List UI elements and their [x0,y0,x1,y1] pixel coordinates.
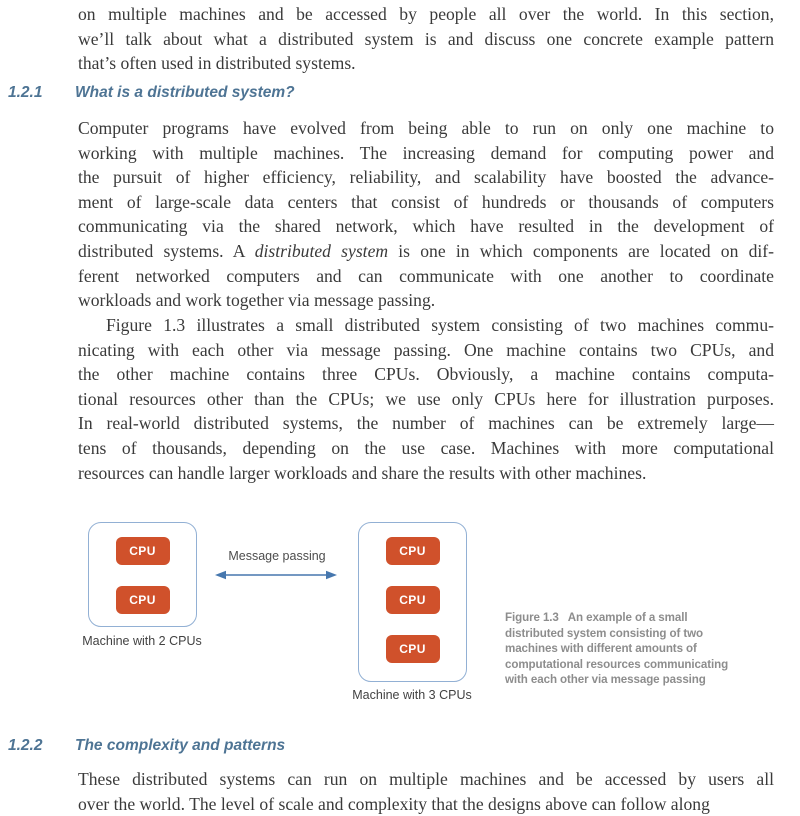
text-line: communicating via the shared network, which have resulted in the development of [78,216,774,237]
section-heading-121 [8,84,295,102]
text-line: Figure 1.3 illustrates a small distributed system consisting of two machines commu- [106,315,774,335]
text-line: distributed systems. A distributed system is one in which components are located on dif- [78,240,774,261]
section-title: The complexity and patterns [75,737,286,754]
text-line: the pursuit of higher efficiency, reliability, and scalability have boosted the advance- [78,167,774,188]
text-line: ment of large-scale data centers that consist of hundreds or thousands of computers [78,191,774,212]
text-line: tens of thousands, depending on the use case. Machines with more computational [78,437,774,458]
text-line: over the world. The level of scale and complexity that the designs above can follow along [78,793,710,814]
paragraph-1 [78,116,774,313]
text-line: machines with different amounts of [505,642,697,655]
caption-text: An example of a small [567,611,688,624]
text-line: distributed system consisting of two [505,626,704,640]
text-line: Computer programs have evolved from being able to run on only one machine to [78,118,774,138]
machine-box-2cpu [88,522,197,627]
double-arrow-icon [214,568,338,580]
cpu-chip: CPU [116,586,170,614]
machine-left-label: Machine with 2 CPUs [82,634,202,648]
figure-caption [505,610,783,688]
text-line: workloads and work together via message passing. [78,290,436,311]
section-heading-122 [8,737,285,755]
text-line: computational resources communicating [505,657,729,671]
caption-first-line [505,610,783,626]
text-line: working with multiple machines. The increasing demand for computing power and [78,142,774,163]
message-passing-label: Message passing [228,549,326,563]
text-line: tional resources other than the CPUs; we use only CPUs here for illustration purposes. [78,388,774,409]
text-line: with each other via message passing [505,673,706,686]
machine-box-3cpu [358,522,467,682]
cpu-chip: CPU [386,586,440,614]
section-number: 1.2.2 [8,737,43,754]
text-line: In real-world distributed systems, the number of machines can be extremely large— [78,413,774,434]
caption-tag: Figure 1.3 [505,611,559,624]
text-line: ferent networked computers and can communicate with one another to coordinate [78,265,774,286]
text-line: that’s often used in distributed systems. [78,53,356,74]
machine-right-label: Machine with 3 CPUs [352,688,472,702]
paragraph-3 [78,767,774,816]
text-line: resources can handle larger workloads and share the results with other machines. [78,462,647,483]
section-title: What is a distributed system? [75,84,295,101]
text-line: nicating with each other via message passing. One machine contains two CPUs, and [78,339,774,360]
text-line: These distributed systems can run on multiple machines and be accessed by users all [78,769,774,789]
cpu-chip: CPU [386,537,440,565]
text-line: we’ll talk about what a distributed system is and discuss one concrete example pattern [78,28,774,49]
text-line: the other machine contains three CPUs. Obviously, a machine contains computa- [78,364,774,385]
cpu-chip: CPU [116,537,170,565]
paragraph-2 [78,313,774,485]
cpu-chip: CPU [386,635,440,663]
caption-rest [505,626,783,688]
section-number: 1.2.1 [8,84,43,101]
figure-1-3 [0,518,800,723]
intro-paragraph [78,2,774,76]
text-line: on multiple machines and be accessed by people all over the world. In this section, [78,4,774,24]
